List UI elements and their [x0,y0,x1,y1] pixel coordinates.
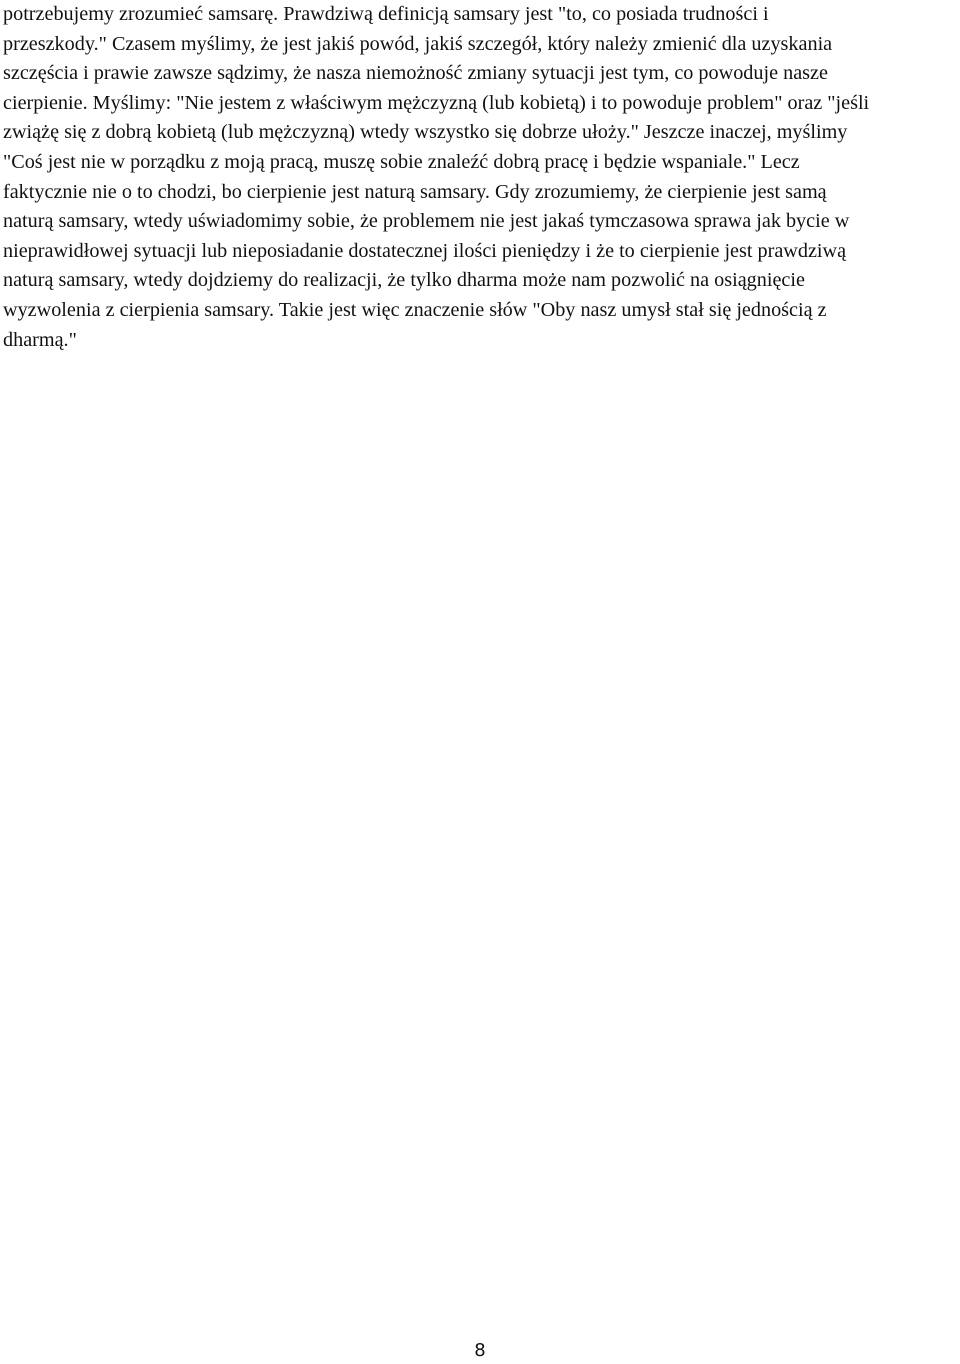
paragraph-line: przeszkody." Czasem myślimy, że jest jakiś powód, jakiś szczegół, który należy zmienić dla uzyskania [3,32,833,55]
paragraph-line: faktycznie nie o to chodzi, bo cierpienie jest naturą samsary. Gdy zrozumiemy, że cierpienie jest samą [3,180,827,203]
paragraph-line: wyzwolenia z cierpienia samsary. Takie jest więc znaczenie słów "Oby nasz umysł stał się jednością z [3,298,827,321]
paragraph-line: zwiążę się z dobrą kobietą (lub mężczyzną) wtedy wszystko się dobrze ułoży." Jeszcze inaczej, myślimy [3,121,848,144]
paragraph-line: cierpienie. Myślimy: "Nie jestem z właściwym mężczyzną (lub kobietą) i to powoduje problem" oraz "jeśli [3,91,870,114]
paragraph-line: szczęścia i prawie zawsze sądzimy, że nasza niemożność zmiany sytuacji jest tym, co powoduje nasze [3,62,828,85]
paragraph-line: dharmą." [3,328,77,351]
body-paragraph [3,0,953,355]
paragraph-line: potrzebujemy zrozumieć samsarę. Prawdziwą definicją samsary jest "to, co posiada trudności i [3,3,769,25]
paragraph-line: naturą samsary, wtedy dojdziemy do realizacji, że tylko dharma może nam pozwolić na osiągnięcie [3,269,805,292]
page-number: 8 [474,1340,486,1361]
paragraph-line: "Coś jest nie w porządku z moją pracą, muszę sobie znaleźć dobrą pracę i będzie wspaniale." Lecz [3,150,800,173]
paragraph-line: nieprawidłowej sytuacji lub nieposiadanie dostatecznej ilości pieniędzy i że to cierpienie jest prawdziwą [3,239,847,262]
paragraph-line: naturą samsary, wtedy uświadomimy sobie, że problemem nie jest jakaś tymczasowa sprawa jak bycie w [3,210,850,233]
